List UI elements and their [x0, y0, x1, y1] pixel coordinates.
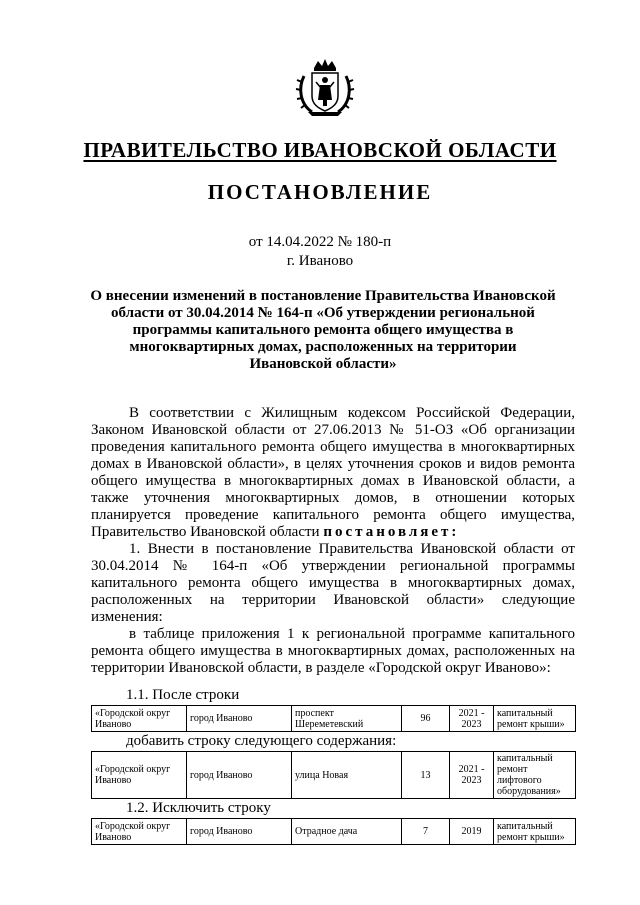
section-1-1-heading: 1.1. После строки [126, 687, 240, 703]
table-cell-street: Отрадное дача [292, 819, 402, 845]
preamble-paragraph [91, 405, 575, 541]
section-1-2-heading: 1.2. Исключить строку [126, 800, 271, 816]
table-cell-city: город Иваново [187, 819, 292, 845]
table-row [92, 752, 576, 799]
document-body [91, 405, 575, 677]
clause-1-paragraph: 1. Внести в постановление Правительства Ивановской области от 30.04.2014 № 164-п «Об утверждении региональной программы капитального ремонта общего имущества в многоквартирных домах, расположенных на территории Ивановской области» следующие изменения: [91, 541, 575, 625]
table-cell-house: 13 [402, 752, 450, 799]
table-cell-street: улица Новая [292, 752, 402, 799]
table-cell-district: «Городской округ Иваново [92, 819, 187, 845]
table-cell-city: город Иваново [187, 752, 292, 799]
table-cell-work-type: капитальный ремонт крыши» [494, 706, 576, 732]
organization-title [0, 138, 640, 163]
document-subject: О внесении изменений в постановление Правительства Ивановской области от 30.04.2014 № 164-п «Об утверждении региональной программы капитального ремонта общего имущества в многоквартирных домах, расположенных на территории Ивановской области» [90, 288, 556, 372]
table-cell-period: 2021 - 2023 [450, 752, 494, 799]
new-row-table [91, 751, 576, 799]
table-cell-work-type: капитальный ремонт лифтового оборудования» [494, 752, 576, 799]
city-line: г. Иваново [286, 253, 354, 269]
table-cell-house: 7 [402, 819, 450, 845]
table-cell-city: город Иваново [187, 706, 292, 732]
after-row-table [91, 705, 576, 732]
document-type-heading: ПОСТАНОВЛЕНИЕ [207, 180, 433, 204]
coat-of-arms-emblem [294, 58, 356, 118]
table-reference-paragraph: в таблице приложения 1 к региональной программе капитального ремонта общего имущества в многоквартирных домах, расположенных на территории Ивановской области, в разделе «Городской округ Иваново»: [91, 626, 575, 676]
remove-row-table [91, 818, 576, 845]
table-cell-district: «Городской округ Иваново [92, 752, 187, 799]
organization-title-text: ПРАВИТЕЛЬСТВО ИВАНОВСКОЙ ОБЛАСТИ [83, 138, 557, 162]
preamble-text: В соответствии с Жилищным кодексом Российской Федерации, Законом Ивановской области от 27.06.2013 № 51-ОЗ «Об организации проведения капитального ремонта общего имущества в многоквартирных домах в Ивановской области», в целях уточнения сроков и видов ремонта общего имущества в многоквартирных домах в Ивановской области, а также уточнения многоквартирных домов, в отношении которых планируется проведение капитального ремонта общего имущества, Правительство Ивановской области [91, 405, 575, 540]
table-cell-house: 96 [402, 706, 450, 732]
table-cell-street: проспект Шереметевский [292, 706, 402, 732]
decree-word: постановляет: [323, 524, 460, 540]
date-number-line: от 14.04.2022 № 180-п [248, 234, 392, 250]
table-cell-period: 2021 - 2023 [450, 706, 494, 732]
table-cell-work-type: капитальный ремонт крыши» [494, 819, 576, 845]
table-row [92, 819, 576, 845]
table-cell-district: «Городской округ Иваново [92, 706, 187, 732]
add-row-heading: добавить строку следующего содержания: [126, 733, 397, 749]
table-row [92, 706, 576, 732]
table-cell-period: 2019 [450, 819, 494, 845]
